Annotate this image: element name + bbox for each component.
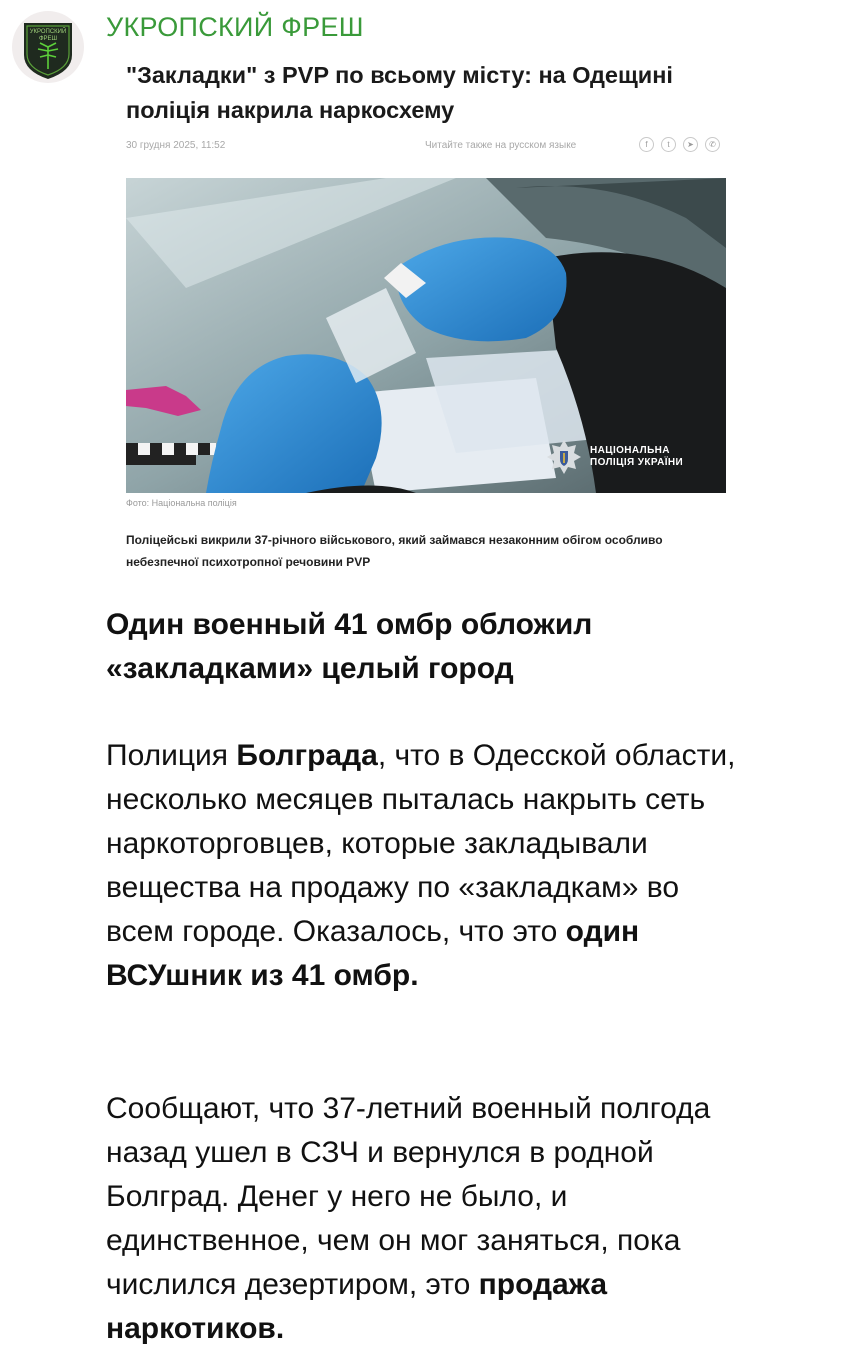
- article-screenshot[interactable]: [105, 45, 745, 585]
- police-watermark: [546, 439, 700, 475]
- photo-credit: Фото: Національна поліція: [126, 498, 237, 508]
- article-date: 30 грудня 2025, 11:52: [126, 140, 226, 151]
- p1-text-1: Полиция: [106, 739, 237, 772]
- channel-emblem-icon: [12, 11, 84, 83]
- police-watermark-text: НАЦІОНАЛЬНА ПОЛІЦІЯ УКРАЇНИ: [590, 445, 684, 468]
- article-lead: Поліцейські викрили 37-річного військового, який займався незаконним обігом особливо небезпечної психотропної речовини PVP: [126, 533, 663, 569]
- p2-bold-1: продажа наркотиков.: [106, 1268, 608, 1345]
- svg-text:УКРОПСКИЙ: УКРОПСКИЙ: [29, 29, 67, 35]
- read-russian-link: Читайте также на русском языке: [425, 140, 577, 151]
- p2-text-1: Сообщают, что 37-летний военный полгода назад ушел в СЗЧ и вернулся в родной Болград. Денег у него не было, и единственное, чем он мог заняться, пока числился дезертиром, это: [106, 1092, 711, 1301]
- viber-icon: ✆: [705, 137, 720, 152]
- article-photo: [126, 178, 726, 493]
- p1-bold-2: один ВСУшник из 41 омбр.: [106, 915, 640, 992]
- telegram-icon: ➤: [683, 137, 698, 152]
- share-icons: [639, 137, 720, 152]
- post-paragraph-1: [106, 734, 746, 998]
- p1-bold-1: Болграда: [236, 739, 378, 772]
- twitter-icon: t: [661, 137, 676, 152]
- facebook-icon: f: [639, 137, 654, 152]
- svg-text:ФРЕШ: ФРЕШ: [38, 36, 58, 42]
- p1-text-2: , что в Одесской области, несколько месяцев пыталась накрыть сеть наркоторговцев, которые закладывали вещества на продажу по «закладкам» во всем городе. Оказалось, что это: [106, 739, 736, 948]
- post-paragraph-2: [106, 1087, 746, 1351]
- post-title: Один военный 41 омбр обложил «закладками» целый город: [106, 608, 593, 685]
- channel-avatar[interactable]: [12, 11, 84, 83]
- article-headline: "Закладки" з PVP по всьому місту: на Одещині поліція накрила наркосхему: [126, 62, 673, 123]
- police-emblem-icon: [546, 439, 582, 475]
- channel-name[interactable]: УКРОПСКИЙ ФРЕШ: [106, 12, 364, 42]
